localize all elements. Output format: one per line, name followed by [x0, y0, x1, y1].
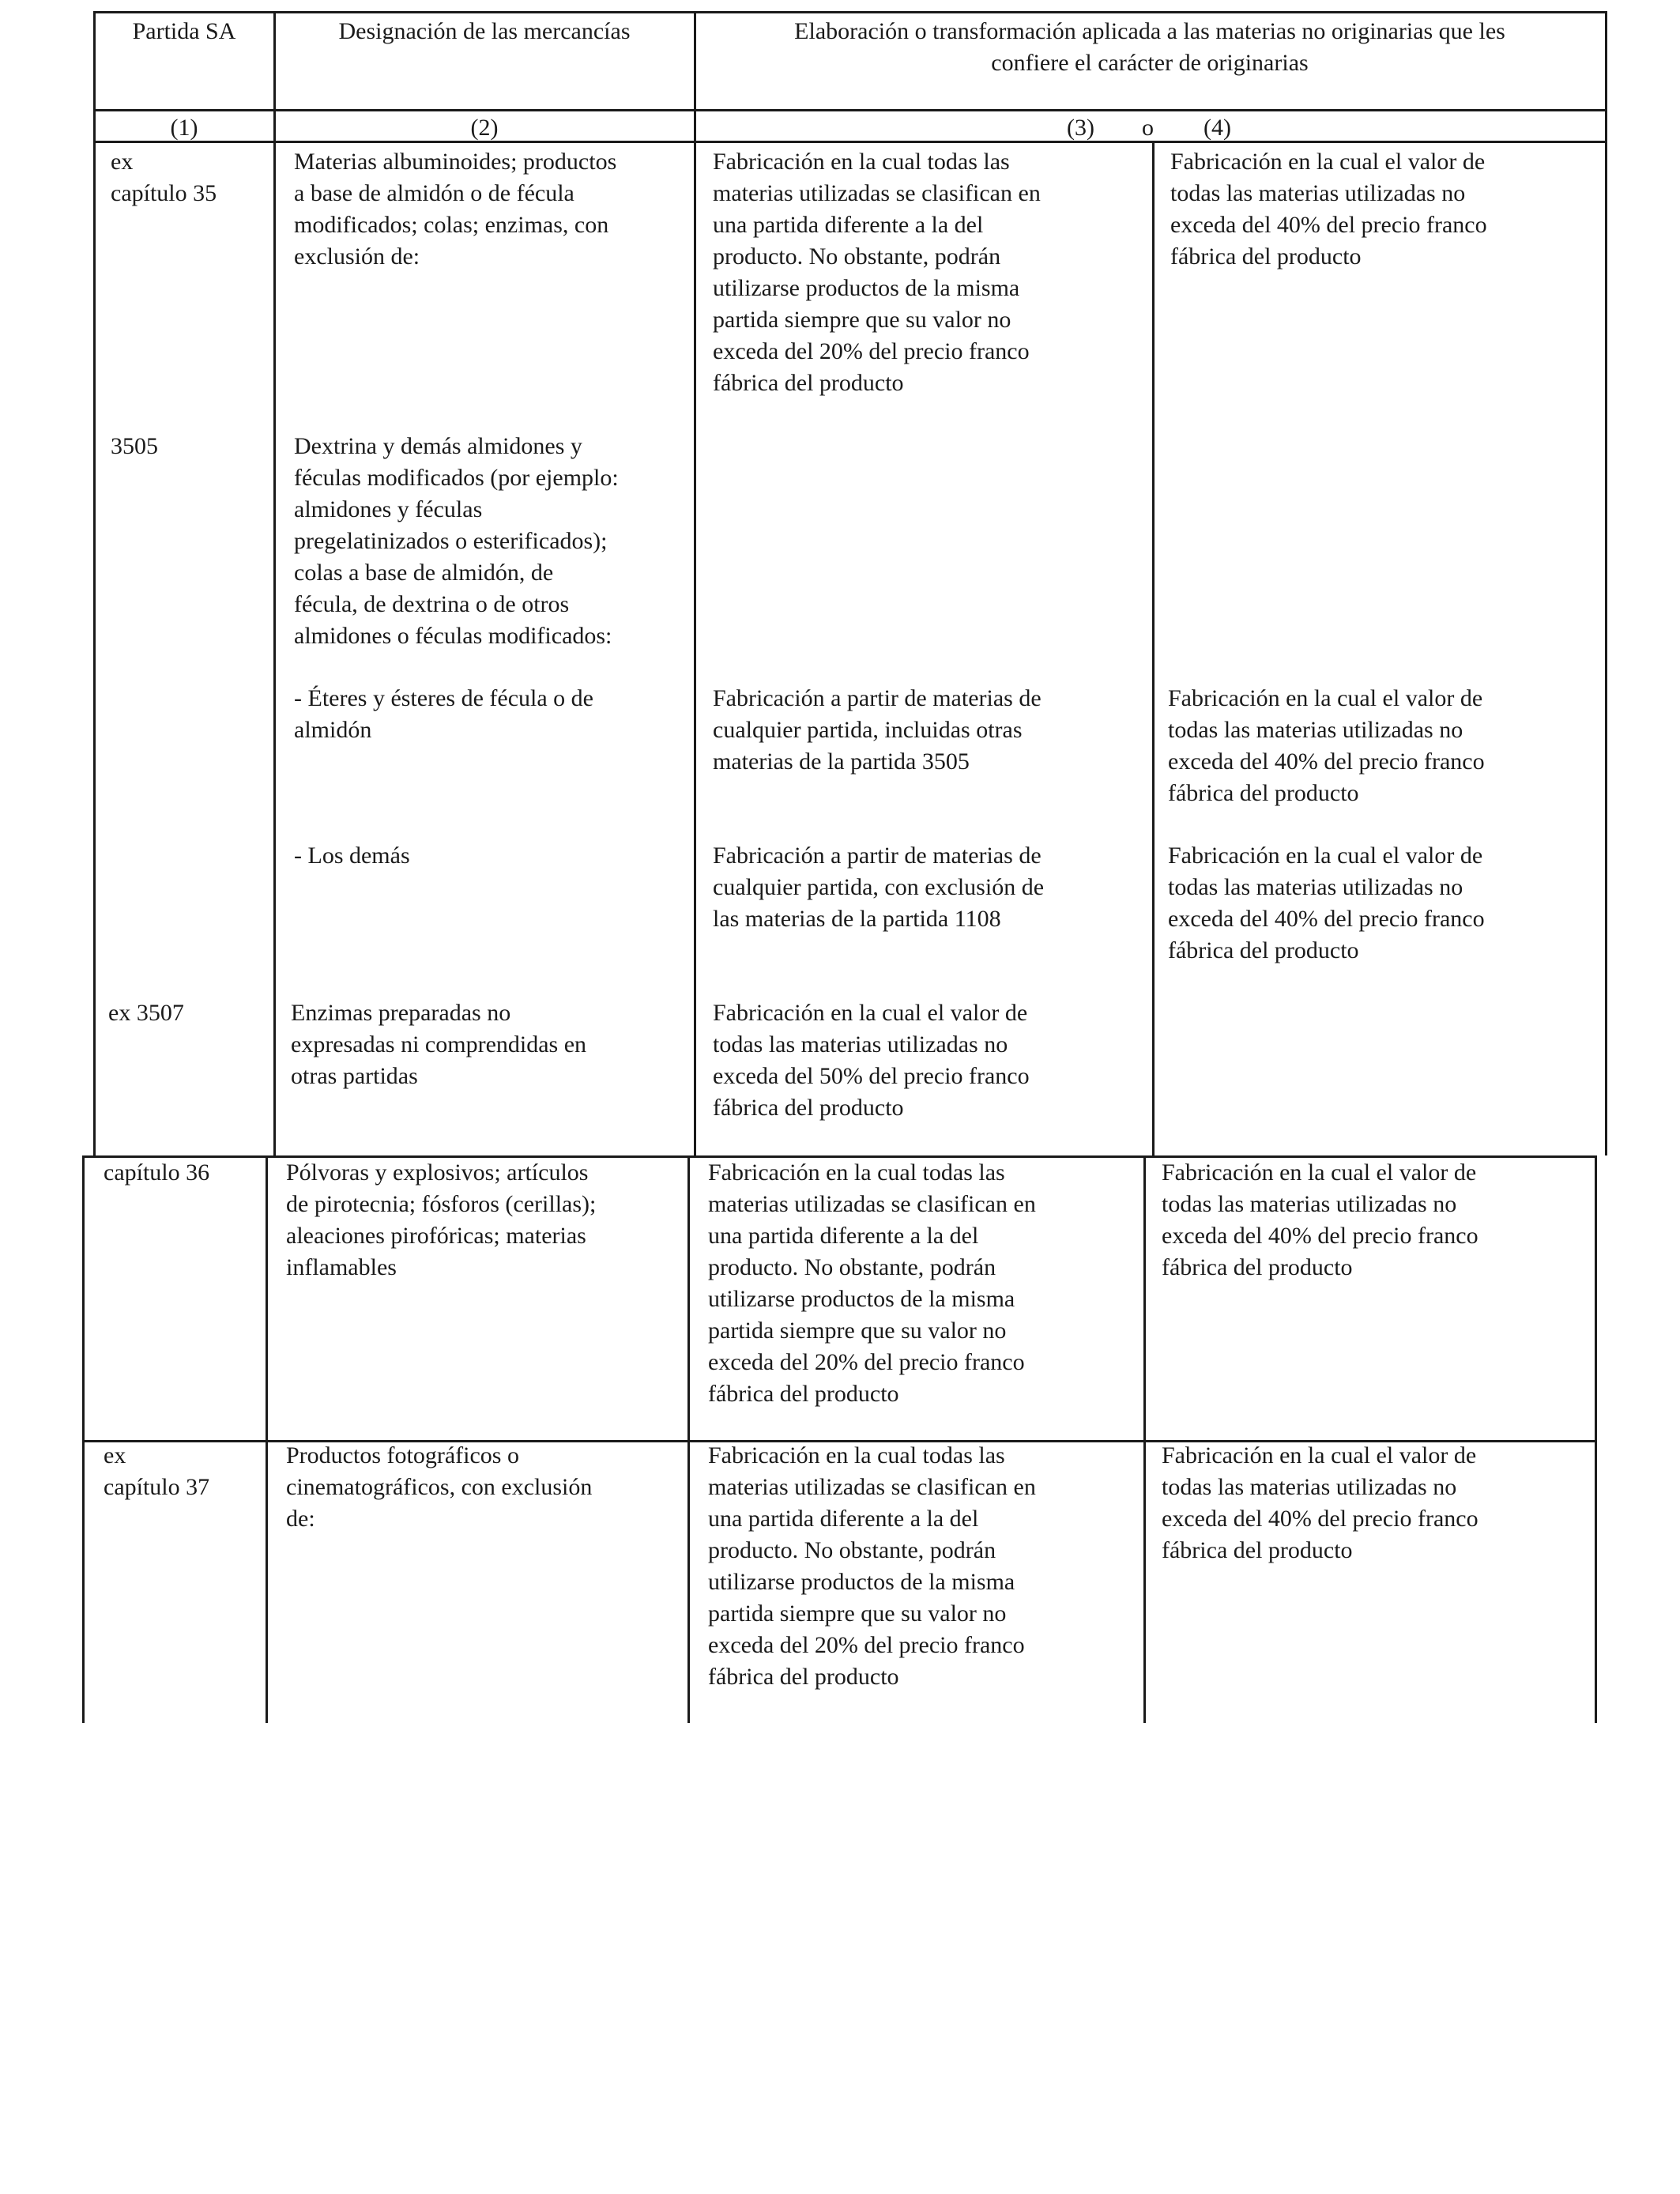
col3-divider: [1152, 141, 1155, 1155]
row-partida: ex capítulo 35: [111, 149, 217, 206]
header-col1-title: Partida SA: [132, 18, 236, 44]
row-designacion: Pólvoras y explosivos; artículos de pirotecnia; fósforos (cerillas); aleaciones pirofóricas; materias inflamables: [286, 1159, 597, 1280]
header-num-1: (1): [170, 115, 198, 141]
table-left-border-lower: [82, 1155, 85, 1723]
row-col3: Fabricación a partir de materias de cualquier partida, con exclusión de las materias de la partida 1108: [713, 843, 1045, 932]
row-partida: capítulo 36: [104, 1159, 210, 1186]
row-col3: Fabricación en la cual el valor de todas las materias utilizadas no exceda del 50% del precio franco fábrica del producto: [713, 1000, 1030, 1121]
row-designacion: Dextrina y demás almidones y féculas modificados (por ejemplo: almidones y féculas pregelatinizados o esterificados); colas a base de almidón, de fécula, de dextrina o de otros almidones o féculas modificados:: [294, 433, 619, 649]
row-col3: Fabricación en la cual todas las materias utilizadas se clasifican en una partida diferente a la del producto. No obstante, podrán utilizarse productos de la misma partida siempre que su valor no exceda del 20% del precio franco fábrica del producto: [708, 1442, 1036, 1690]
header-num-4: (4): [1203, 115, 1231, 141]
row-col4: Fabricación en la cual el valor de todas las materias utilizadas no exceda del 40% del precio franco fábrica del producto: [1162, 1159, 1478, 1280]
header-col2-title: Designación de las mercancías: [338, 18, 631, 44]
row-designacion: Enzimas preparadas no expresadas ni comprendidas en otras partidas: [291, 1000, 587, 1089]
row-designacion: - Los demás: [294, 843, 410, 869]
table-top-border: [93, 11, 1607, 13]
header-col34-title: Elaboración o transformación aplicada a las materias no originarias que les confiere el carácter de originarias: [794, 18, 1505, 76]
row-col3: Fabricación en la cual todas las materias utilizadas se clasifican en una partida diferente a la del producto. No obstante, podrán utilizarse productos de la misma partida siempre que su valor no exceda del 20% del precio franco fábrica del producto: [708, 1159, 1036, 1407]
row-partida: ex 3507: [108, 1000, 184, 1026]
row-partida: 3505: [111, 433, 158, 459]
table-right-border-lower: [1595, 1155, 1597, 1723]
header-divider: [93, 109, 1607, 111]
col3-divider-lower: [1143, 1155, 1146, 1723]
row-col4: Fabricación en la cual el valor de todas las materias utilizadas no exceda del 40% del precio franco fábrica del producto: [1168, 843, 1485, 963]
col2-divider: [694, 11, 696, 1155]
header-num-or: o: [1142, 115, 1154, 141]
col1-divider-lower: [266, 1155, 268, 1723]
table-left-border: [93, 11, 96, 1155]
row-partida: ex capítulo 37: [104, 1442, 210, 1500]
col1-divider: [273, 11, 276, 1155]
header-num-3: (3): [1067, 115, 1094, 141]
header-num-2: (2): [470, 115, 499, 141]
row-col3: Fabricación en la cual todas las materias utilizadas se clasifican en una partida diferente a la del producto. No obstante, podrán utilizarse productos de la misma partida siempre que su valor no exceda del 20% del precio franco fábrica del producto: [713, 149, 1041, 396]
col2-divider-lower: [687, 1155, 690, 1723]
row-col3: Fabricación a partir de materias de cualquier partida, incluidas otras materias de la partida 3505: [713, 685, 1042, 775]
table-right-border: [1605, 11, 1607, 1155]
row-col4: Fabricación en la cual el valor de todas las materias utilizadas no exceda del 40% del precio franco fábrica del producto: [1162, 1442, 1478, 1563]
row-designacion: - Éteres y ésteres de fécula o de almidón: [294, 685, 593, 743]
row-col4: Fabricación en la cual el valor de todas las materias utilizadas no exceda del 40% del precio franco fábrica del producto: [1170, 149, 1487, 270]
row-designacion: Productos fotográficos o cinematográficos, con exclusión de:: [286, 1442, 593, 1532]
row-designacion: Materias albuminoides; productos a base de almidón o de fécula modificados; colas; enzimas, con exclusión de:: [294, 149, 617, 270]
row-col4: Fabricación en la cual el valor de todas las materias utilizadas no exceda del 40% del precio franco fábrica del producto: [1168, 685, 1485, 806]
